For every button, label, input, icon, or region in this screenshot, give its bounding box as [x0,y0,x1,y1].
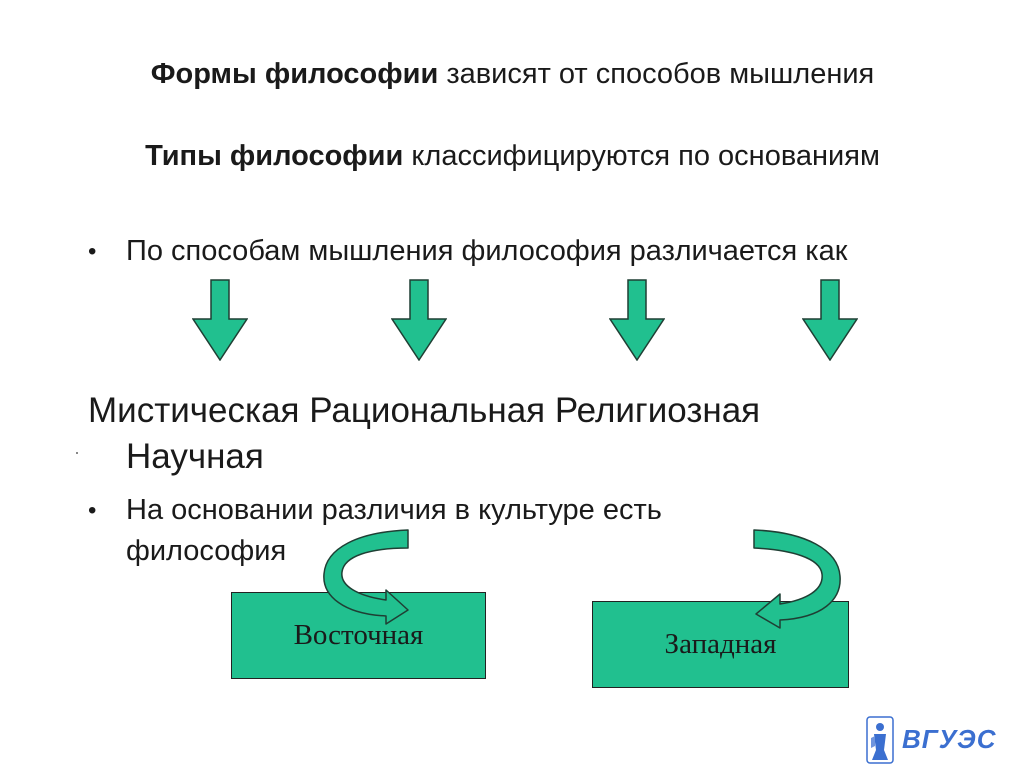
philosophy-forms-line-2: Научная [126,437,264,476]
down-arrow-icon [609,279,665,361]
university-logo [866,716,997,766]
curved-arrow-icon [300,520,430,630]
heading-1-bold: Формы философии [150,58,439,90]
bullet-dot: • [88,238,97,265]
bullet-2-text: На основании различия в культуре есть философия [126,494,662,567]
down-arrow-icon [192,279,248,361]
bullet-dot: • [88,497,97,524]
bullet-1-text: По способам мышления философия различается как [126,235,848,267]
heading-1-rest: зависят от способов мышления [438,58,875,90]
western-philosophy-label: Западная [664,628,777,660]
stray-dot [76,452,78,454]
curved-arrow-icon [740,520,870,630]
bullet-thinking-modes [88,231,938,272]
heading-2-rest: классифицируются по основаниям [403,140,880,172]
down-arrow-icon [802,279,858,361]
heading-2-bold: Типы философии [145,140,404,172]
heading-types-of-philosophy [130,138,895,175]
down-arrow-icon [391,279,447,361]
logo-text: ВГУЭС [902,724,997,754]
heading-forms-of-philosophy [130,56,895,93]
university-emblem-icon [866,716,894,764]
philosophy-forms-line-1: Мистическая Рациональная Религиозная [88,391,761,430]
eastern-philosophy-label: Восточная [293,619,424,651]
